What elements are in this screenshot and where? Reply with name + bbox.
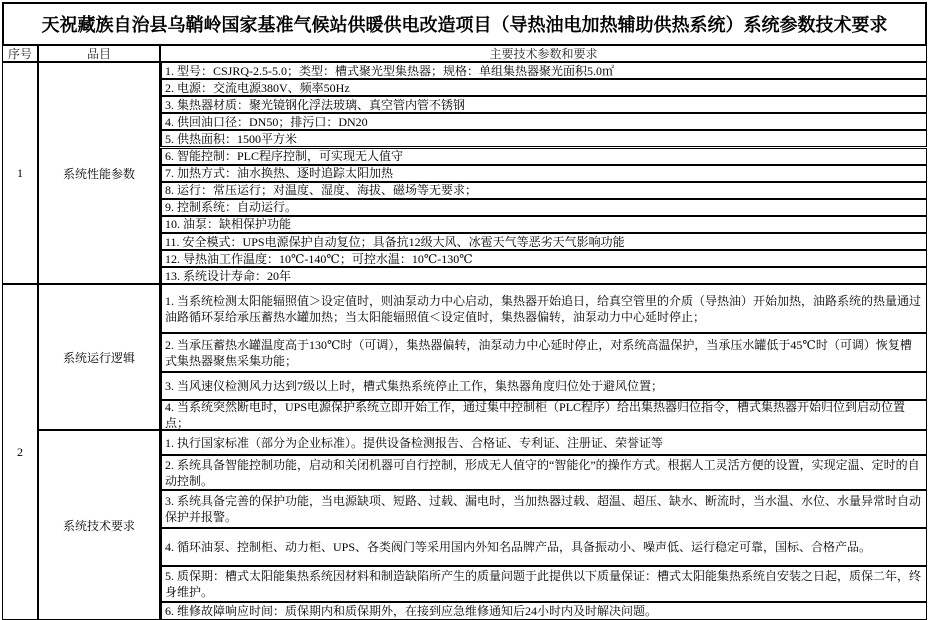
- spec-row: 4. 当系统突然断电时，UPS电源保护系统立即开始工作，通过集中控制柜（PLC程序）给出集热器归位指令，槽式集热器开始归位到启动位置点；: [160, 400, 927, 430]
- spec-row: 5. 质保期：槽式太阳能集热系统因材料和制造缺陷所产生的质量问题于此提供以下质量保证：槽式太阳能集热系统自安装之日起，质保二年，终身维护。: [160, 566, 927, 602]
- spec-row: 13. 系统设计寿命：20年: [160, 267, 927, 284]
- header-spec: 主要技术参数和要求: [160, 45, 927, 62]
- spec-row: 4. 循环油泵、控制柜、动力柜、UPS、各类阀门等采用国内外知名品牌产品，具备振动小、噪声低、运行稳定可靠，国标、合格产品。: [160, 528, 927, 566]
- spec-row: 3. 集热器材质：聚光镜钢化浮法玻璃、真空管内管不锈钢: [160, 96, 927, 113]
- header-item: 品目: [38, 45, 160, 62]
- spec-row: 10. 油泵：缺相保护功能: [160, 216, 927, 233]
- spec-row: 2. 系统具备智能控制功能，启动和关闭机器可自行控制，形成无人值守的“智能化”的操作方式。根据人工灵活方便的设置，实现定温、定时的自动控制。: [160, 455, 927, 490]
- page-title: 天祝藏族自治县乌鞘岭国家基准气候站供暖供电改造项目（导热油电加热辅助供热系统）系统参数技术要求: [2, 2, 927, 45]
- spec-row: 11. 安全模式：UPS电源保护自动复位；具备抗12级大风、冰雹天气等恶劣天气影响功能: [160, 233, 927, 250]
- spec-row: 1. 型号：CSJRQ-2.5-5.0；类型：槽式聚光型集热器；规格：单组集热器聚光面积5.0㎡: [160, 62, 927, 79]
- spec-row: 12. 导热油工作温度：10℃-140℃；可控水温：10℃-130℃: [160, 250, 927, 267]
- spec-row: 8. 运行：常压运行；对温度、湿度、海拔、磁场等无要求；: [160, 182, 927, 199]
- spec-row: 7. 加热方式：油水换热、逐时追踪太阳加热: [160, 165, 927, 182]
- header-seq: 序号: [2, 45, 38, 62]
- item-logic: 系统运行逻辑: [38, 284, 160, 430]
- spec-row: 6. 维修故障响应时间：质保期内和质保期外，在接到应急维修通知后24小时内及时解决问题。: [160, 602, 927, 620]
- spec-row: 9. 控制系统：自动运行。: [160, 199, 927, 216]
- seq-2: 2: [2, 284, 38, 620]
- spec-row: 3. 当风速仪检测风力达到7级以上时，槽式集热系统停止工作，集热器角度归位处于避风位置；: [160, 372, 927, 400]
- item-tech: 系统技术要求: [38, 430, 160, 620]
- spec-row: 4. 供回油口径：DN50；排污口：DN20: [160, 113, 927, 130]
- spec-row: 2. 电源：交流电源380V、频率50Hz: [160, 79, 927, 96]
- spec-row: 1. 当系统检测太阳能辐照值＞设定值时，则油泵动力中心启动，集热器开始追日，给真空管里的介质（导热油）开始加热，油路系统的热量通过油路循环泵给承压蓄热水罐加热；当太阳能辐照值＜设定值时，集热器偏转，油泵动力中心延时停止；: [160, 284, 927, 333]
- spec-row: 2. 当承压蓄热水罐温度高于130℃时（可调），集热器偏转，油泵动力中心延时停止，对系统高温保护，当承压水罐低于45℃时（可调）恢复槽式集热器聚焦采集功能；: [160, 333, 927, 372]
- spec-row: 3. 系统具备完善的保护功能，当电源缺项、短路、过载、漏电时，当加热器过载、超温、超压、缺水、断流时，当水温、水位、水量异常时自动保护并报警。: [160, 490, 927, 528]
- spec-row: 1. 执行国家标准（部分为企业标准）。提供设备检测报告、合格证、专利证、注册证、荣誉证等: [160, 430, 927, 455]
- spec-row: 5. 供热面积：1500平方米: [160, 130, 927, 147]
- spec-row: 6. 智能控制：PLC程序控制，可实现无人值守: [160, 148, 927, 165]
- item-performance: 系统性能参数: [38, 62, 160, 284]
- seq-1: 1: [2, 62, 38, 284]
